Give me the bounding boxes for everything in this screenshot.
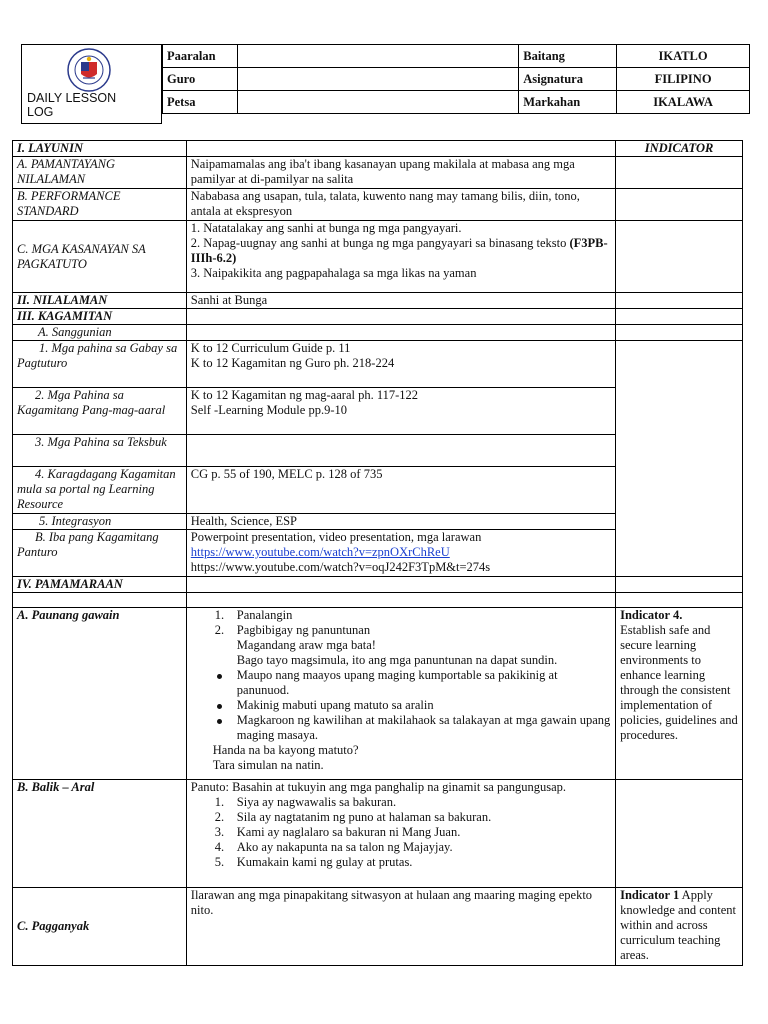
deped-seal-icon: [67, 48, 111, 92]
bullet-text: Maupo nang maayos upang maging kumportable sa pakikinig at panunuod.: [236, 668, 558, 697]
gabay-value: [186, 341, 615, 388]
row-pamamaraan: [13, 577, 743, 593]
integrasyon-label: 5. Integrasyon: [13, 514, 187, 530]
list-item: [191, 608, 611, 623]
gabay-label: 1. Mga pahina sa Gabay sa Pagtuturo: [13, 341, 187, 388]
balik-aral-content: [186, 780, 615, 888]
indicator-1-title: Indicator 1: [620, 888, 680, 902]
pamamaraan-label: IV. PAMAMARAAN: [13, 577, 187, 593]
row-pagganyak: [13, 888, 743, 966]
daily-lesson-log-label: DAILY LESSON LOG: [27, 91, 117, 119]
list-item: [191, 840, 611, 855]
nilalaman-label: II. NILALAMAN: [13, 293, 187, 309]
mag-aaral-value-1: K to 12 Kagamitan ng mag-aaral ph. 117-122: [190, 388, 419, 402]
guro-label: Guro: [163, 68, 238, 91]
balik-aral-label: B. Balik – Aral: [13, 780, 187, 888]
markahan-value: IKALAWA: [617, 91, 750, 114]
row-layunin: [13, 141, 743, 157]
performance-value: Nababasa ang usapan, tula, talata, kuwento nang may tamang bilis, diin, tono, antala at ekspresyon: [186, 189, 615, 221]
rules-intro-line: Bago tayo magsimula, ito ang mga panuntunan na dapat sundin.: [236, 653, 558, 667]
kasanayan-value: [186, 221, 615, 293]
balik-aral-instructions: Panuto: Basahin at tukuyin ang mga panghalip na ginamit sa pangungusap.: [190, 780, 567, 794]
list-item: [191, 795, 611, 810]
row-gabay: [13, 341, 743, 388]
pamantayang-label: A. PAMANTAYANG NILALAMAN: [13, 157, 187, 189]
list-item-text: Pagbibigay ng panuntunan: [236, 623, 371, 637]
kasanayan-item-3: 3. Naipakikita ang pagpapahalaga sa mga likas na yaman: [190, 266, 477, 280]
header-row-guro: [163, 68, 750, 91]
karagdagang-label: 4. Karagdagang Kagamitan mula sa portal ng Learning Resource: [13, 467, 187, 514]
list-item-text: Kumakain kami ng gulay at prutas.: [236, 855, 413, 869]
list-item-text: Ako ay nakapunta na sa talon ng Majayjay.: [236, 840, 453, 854]
baitang-value: IKATLO: [617, 45, 750, 68]
list-number: 1.: [214, 608, 225, 622]
list-item: [191, 623, 611, 638]
paunang-gawain-content: [186, 608, 615, 780]
list-number: 2.: [214, 623, 225, 637]
indicator-1-text: Apply knowledge and content within and across curriculum teaching areas.: [620, 888, 737, 962]
pagganyak-value: Ilarawan ang mga pinapakitang sitwasyon at hulaan ang maaring maging epekto nito.: [186, 888, 615, 966]
indicator-heading: INDICATOR: [616, 141, 743, 157]
karagdagang-value: CG p. 55 of 190, MELC p. 128 of 735: [186, 467, 615, 514]
youtube-link-2: https://www.youtube.com/watch?v=oqJ242F3TpM&t=274s: [190, 560, 491, 574]
row-nilalaman: [13, 293, 743, 309]
kasanayan-code: (F3PB-IIIh-6.2): [190, 236, 608, 265]
logo-box: [21, 44, 162, 124]
paaralan-label: Paaralan: [163, 45, 238, 68]
list-item: [191, 825, 611, 840]
layunin-heading: I. LAYUNIN: [13, 141, 187, 157]
petsa-label: Petsa: [163, 91, 238, 114]
kagamitan-label: III. KAGAMITAN: [13, 309, 187, 325]
kasanayan-item-2: [191, 236, 611, 266]
kasanayan-label: C. MGA KASANAYAN SA PAGKATUTO: [13, 221, 187, 293]
kasanayan-item-1: 1. Natatalakay ang sanhi at bunga ng mga pangyayari.: [190, 221, 462, 235]
list-number: 1.: [214, 795, 225, 809]
bullet-text: Makinig mabuti upang matuto sa aralin: [236, 698, 434, 712]
performance-label: B. PERFORMANCE STANDARD: [13, 189, 187, 221]
baitang-label: Baitang: [519, 45, 617, 68]
row-kasanayan: [13, 221, 743, 293]
sanggunian-label: A. Sanggunian: [13, 325, 187, 341]
iba-label: B. Iba pang Kagamitang Panturo: [13, 530, 187, 577]
asignatura-label: Asignatura: [519, 68, 617, 91]
list-item-text: Sila ay nagtatanim ng puno at halaman sa bakuran.: [236, 810, 492, 824]
list-number: 4.: [214, 840, 225, 854]
header-row-petsa: [163, 91, 750, 114]
bullet-icon: [217, 719, 222, 724]
list-item-text: Siya ay nagwawalis sa bakuran.: [236, 795, 397, 809]
header-table: [162, 44, 750, 114]
list-number: 3.: [214, 825, 225, 839]
list-number: 2.: [214, 810, 225, 824]
pagganyak-label: C. Pagganyak: [13, 888, 187, 966]
greeting-line: Magandang araw mga bata!: [236, 638, 376, 652]
row-sanggunian: [13, 325, 743, 341]
list-item-text: Panalangin: [236, 608, 293, 622]
indicator-4-text: Establish safe and secure learning environments to enhance learning through the consistent implementation of policies, guidelines and procedures.: [620, 623, 738, 742]
bullet-item: [191, 713, 611, 743]
mag-aaral-value: [186, 388, 615, 435]
mag-aaral-value-2: Self -Learning Module pp.9-10: [190, 403, 347, 417]
ready-line: Handa na ba kayong matuto?: [212, 743, 359, 757]
kasanayan-item-2-text: 2. Napag-uugnay ang sanhi at bunga ng mga pangyayari sa binasang teksto: [190, 236, 570, 250]
row-pamantayang: [13, 157, 743, 189]
youtube-link-1[interactable]: https://www.youtube.com/watch?v=zpnOXrChReU: [190, 545, 450, 559]
mag-aaral-label: 2. Mga Pahina sa Kagamitang Pang-mag-aaral: [13, 388, 187, 435]
header-row-paaralan: [163, 45, 750, 68]
petsa-value: [237, 91, 518, 114]
iba-value-1: Powerpoint presentation, video presentation, mga larawan: [190, 530, 482, 544]
gabay-value-1: K to 12 Curriculum Guide p. 11: [190, 341, 351, 355]
row-spacer: [13, 593, 743, 608]
list-item: [191, 855, 611, 870]
pamantayang-value: Naipamamalas ang iba't ibang kasanayan upang makilala at mabasa ang mga pamilyar at di-pamilyar na salita: [186, 157, 615, 189]
bullet-icon: [217, 704, 222, 709]
indicator-1-cell: [616, 888, 743, 966]
row-kagamitan: [13, 309, 743, 325]
paunang-gawain-label: A. Paunang gawain: [13, 608, 187, 780]
list-item-text: Kami ay naglalaro sa bakuran ni Mang Juan.: [236, 825, 461, 839]
lesson-table: [12, 140, 743, 966]
bullet-text: Magkaroon ng kawilihan at makilahaok sa talakayan at mga gawain upang maging masaya.: [236, 713, 611, 742]
list-item: [191, 810, 611, 825]
bullet-item: [191, 698, 611, 713]
asignatura-value: FILIPINO: [617, 68, 750, 91]
bullet-icon: [217, 674, 222, 679]
start-line: Tara simulan na natin.: [212, 758, 324, 772]
indicator-4-cell: [616, 608, 743, 780]
row-performance: [13, 189, 743, 221]
iba-value: [186, 530, 615, 577]
nilalaman-value: Sanhi at Bunga: [186, 293, 615, 309]
list-number: 5.: [214, 855, 225, 869]
paaralan-value: [237, 45, 518, 68]
row-balik-aral: [13, 780, 743, 888]
bullet-item: [191, 668, 611, 698]
integrasyon-value: Health, Science, ESP: [186, 514, 615, 530]
markahan-label: Markahan: [519, 91, 617, 114]
gabay-value-2: K to 12 Kagamitan ng Guro ph. 218-224: [190, 356, 395, 370]
indicator-4-title: Indicator 4.: [620, 608, 683, 622]
row-paunang-gawain: [13, 608, 743, 780]
guro-value: [237, 68, 518, 91]
teksbuk-label: 3. Mga Pahina sa Teksbuk: [13, 435, 187, 467]
